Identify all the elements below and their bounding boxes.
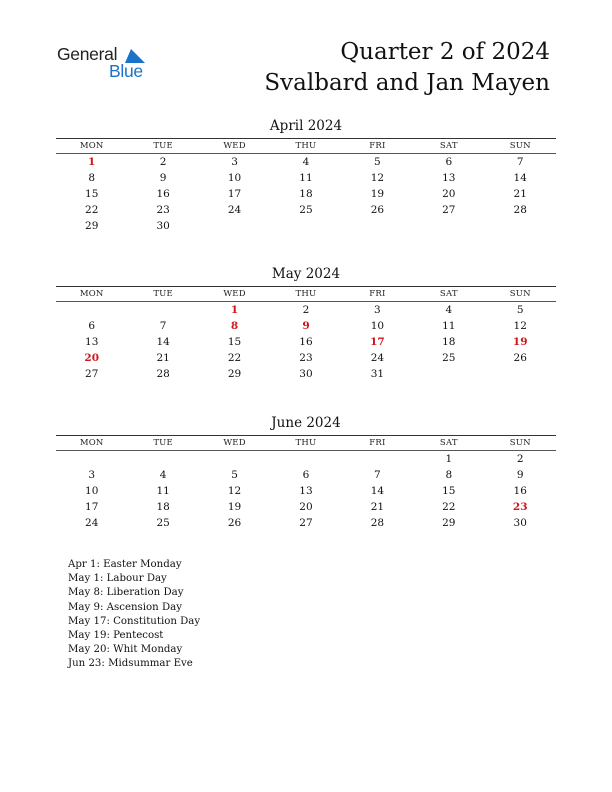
date-cell: 21 [513, 188, 527, 200]
holiday-entry: May 19: Pentecost [68, 630, 164, 642]
date-cell: 5 [374, 156, 381, 168]
date-cell: 2 [302, 304, 310, 316]
date-cell: 22 [227, 352, 242, 364]
holiday-list [68, 558, 200, 672]
date-cell: 12 [513, 320, 527, 332]
weekday-label: SUN [509, 141, 531, 151]
date-cell: 29 [442, 517, 456, 529]
weekday-header-row [56, 139, 556, 154]
weekday-label: FRI [369, 141, 386, 151]
date-cell: 16 [156, 188, 170, 200]
date-cell: 13 [85, 336, 99, 348]
weekday-label: TUE [153, 289, 173, 299]
holiday-entry: May 9: Ascension Day [68, 601, 182, 613]
date-cell: 9 [159, 172, 167, 184]
week-row [56, 218, 556, 234]
date-cell: 26 [227, 517, 242, 529]
date-cell: 4 [302, 156, 310, 168]
date-cell: 27 [85, 368, 99, 380]
date-cell: 17 [85, 501, 99, 513]
calendar-may [56, 265, 556, 382]
date-cell: 24 [85, 517, 99, 529]
date-cell: 25 [442, 352, 456, 364]
weekday-label: SUN [509, 438, 531, 448]
empty-date-cell [270, 218, 341, 234]
holiday-date: 17 [370, 336, 385, 348]
date-cell: 6 [445, 156, 453, 168]
date-cell: 16 [299, 336, 313, 348]
date-cell: 17 [227, 188, 242, 200]
weekday-label: MON [79, 289, 104, 299]
weekday-label: SUN [509, 289, 531, 299]
date-cell: 10 [370, 320, 385, 332]
date-cell: 6 [88, 320, 96, 332]
date-cell: 24 [370, 352, 385, 364]
date-cell: 9 [516, 469, 524, 481]
empty-date-cell [485, 366, 556, 382]
week-row [56, 515, 556, 531]
date-cell: 18 [299, 188, 313, 200]
date-cell: 14 [513, 172, 527, 184]
holiday-entry: Jun 23: Midsummar Eve [68, 658, 193, 670]
month-title: April 2024 [269, 118, 343, 134]
week-row [56, 483, 556, 499]
holiday-date: 20 [84, 352, 100, 364]
date-cell: 15 [227, 336, 242, 348]
date-cell: 24 [227, 204, 242, 216]
weekday-label: THU [295, 289, 317, 299]
holiday-date: 9 [302, 320, 310, 332]
date-cell: 29 [227, 368, 242, 380]
holiday-entry: May 20: Whit Monday [68, 644, 183, 656]
holiday-date: 1 [88, 156, 96, 168]
date-cell: 5 [516, 304, 524, 316]
weekday-label: WED [223, 289, 246, 299]
weekday-label: MON [79, 438, 104, 448]
date-cell: 11 [442, 320, 456, 332]
date-cell: 1 [445, 453, 453, 465]
weekday-label: FRI [369, 289, 386, 299]
date-cell: 3 [374, 304, 381, 316]
logo-text-general: General [57, 44, 118, 64]
date-cell: 8 [445, 469, 453, 481]
holiday-entry: May 1: Labour Day [68, 573, 167, 585]
date-cell: 21 [370, 501, 385, 513]
week-row [56, 170, 556, 186]
date-cell: 2 [159, 156, 167, 168]
empty-date-cell [127, 451, 198, 467]
date-cell: 20 [442, 188, 456, 200]
title-quarter: Quarter 2 of 2024 [340, 39, 550, 65]
holiday-entry: Apr 1: Easter Monday [68, 559, 182, 570]
date-cell: 25 [156, 517, 170, 529]
logo-text-blue: Blue [109, 61, 143, 81]
date-cell: 21 [156, 352, 170, 364]
empty-date-cell [413, 218, 484, 234]
week-row [56, 186, 556, 202]
weekday-label: TUE [153, 438, 173, 448]
date-cell: 3 [88, 469, 96, 481]
date-cell: 22 [85, 204, 99, 216]
holiday-entry: May 17: Constitution Day [68, 615, 201, 627]
date-cell: 28 [513, 204, 527, 216]
date-cell: 16 [513, 485, 527, 497]
holiday-date: 8 [230, 320, 239, 332]
week-row [56, 350, 556, 366]
empty-date-cell [199, 451, 270, 467]
date-cell: 27 [442, 204, 456, 216]
date-cell: 26 [370, 204, 385, 216]
generalblue-logo [57, 43, 167, 85]
date-cell: 7 [516, 156, 524, 168]
date-cell: 23 [156, 204, 170, 216]
weekday-label: SAT [439, 289, 458, 299]
week-row [56, 318, 556, 334]
date-cell: 23 [299, 352, 313, 364]
date-cell: 18 [442, 336, 456, 348]
weekday-label: WED [223, 141, 246, 151]
week-row [56, 334, 556, 350]
month-title: May 2024 [271, 266, 341, 282]
date-cell: 3 [231, 156, 238, 168]
date-cell: 11 [299, 172, 313, 184]
week-row [56, 366, 556, 382]
date-cell: 22 [442, 501, 456, 513]
empty-date-cell [342, 218, 413, 234]
week-row [56, 467, 556, 483]
date-cell: 13 [299, 485, 313, 497]
empty-date-cell [56, 451, 127, 467]
date-cell: 20 [299, 501, 313, 513]
weekday-header-row [56, 436, 556, 451]
week-row [56, 499, 556, 515]
date-cell: 7 [159, 320, 167, 332]
date-cell: 11 [156, 485, 170, 497]
date-cell: 4 [445, 304, 453, 316]
empty-date-cell [127, 302, 198, 318]
weekday-label: THU [295, 438, 317, 448]
date-cell: 10 [227, 172, 242, 184]
date-cell: 28 [156, 368, 170, 380]
date-cell: 19 [227, 501, 242, 513]
calendar-april [56, 117, 556, 234]
weekday-label: MON [79, 141, 104, 151]
weekday-label: TUE [153, 141, 173, 151]
weekday-label: SAT [439, 438, 458, 448]
date-cell: 31 [370, 368, 385, 380]
date-cell: 19 [370, 188, 385, 200]
page-title [264, 37, 550, 99]
week-row [56, 302, 556, 318]
empty-date-cell [199, 218, 270, 234]
weekday-label: SAT [439, 141, 458, 151]
calendar-june [56, 414, 556, 531]
week-row [56, 154, 556, 170]
date-cell: 26 [513, 352, 527, 364]
holiday-date: 1 [230, 304, 239, 316]
weekday-label: THU [295, 141, 317, 151]
empty-date-cell [413, 366, 484, 382]
date-cell: 18 [156, 501, 170, 513]
empty-date-cell [342, 451, 413, 467]
date-cell: 7 [374, 469, 381, 481]
empty-date-cell [56, 302, 127, 318]
date-cell: 30 [156, 220, 170, 232]
date-cell: 30 [513, 517, 527, 529]
empty-date-cell [485, 218, 556, 234]
date-cell: 14 [370, 485, 385, 497]
weekday-label: FRI [369, 438, 386, 448]
empty-date-cell [270, 451, 341, 467]
date-cell: 14 [156, 336, 170, 348]
date-cell: 15 [442, 485, 456, 497]
date-cell: 30 [299, 368, 313, 380]
date-cell: 27 [299, 517, 313, 529]
date-cell: 29 [85, 220, 99, 232]
holiday-date: 19 [512, 336, 528, 348]
week-row [56, 202, 556, 218]
date-cell: 13 [442, 172, 456, 184]
date-cell: 15 [85, 188, 99, 200]
weekday-header-row [56, 287, 556, 302]
date-cell: 8 [88, 172, 96, 184]
date-cell: 2 [516, 453, 524, 465]
date-cell: 28 [370, 517, 385, 529]
date-cell: 10 [85, 485, 99, 497]
date-cell: 6 [302, 469, 310, 481]
week-row [56, 451, 556, 467]
date-cell: 25 [299, 204, 313, 216]
date-cell: 12 [227, 485, 242, 497]
title-region: Svalbard and Jan Mayen [264, 70, 550, 96]
date-cell: 5 [231, 469, 238, 481]
holiday-date: 23 [512, 501, 528, 513]
holiday-entry: May 8: Liberation Day [68, 587, 184, 599]
weekday-label: WED [223, 438, 246, 448]
date-cell: 4 [159, 469, 167, 481]
date-cell: 12 [370, 172, 385, 184]
month-title: June 2024 [271, 415, 341, 431]
